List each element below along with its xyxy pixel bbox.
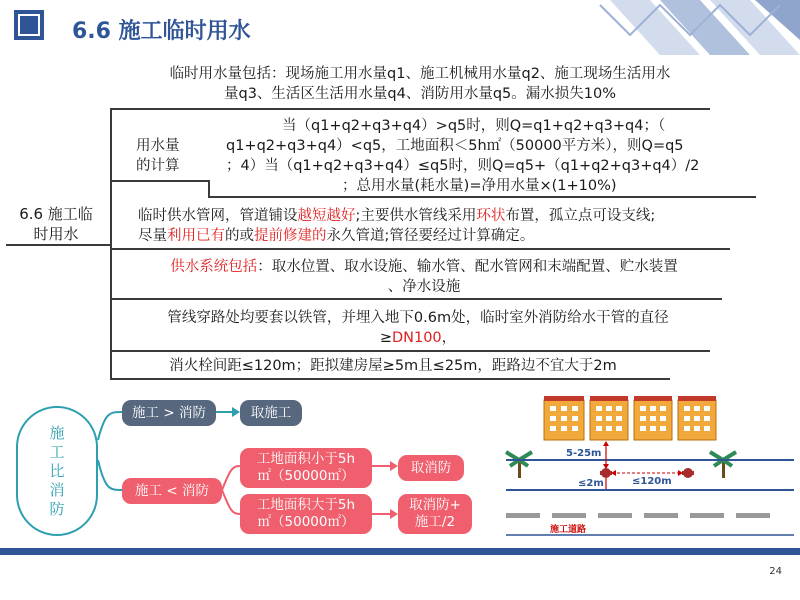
tree-icon-right: [710, 452, 736, 478]
flow-root-char-3: 比: [49, 461, 65, 480]
road-label: 施工道路: [550, 525, 587, 535]
item-pipe-crossing: [118, 308, 718, 348]
item2-line4: ；总用水量(耗水量)=净用水量×(1+10%): [342, 178, 617, 194]
item5-line1: 管线穿路处均要套以铁管，并埋入地下0.6m处，临时室外消防给水干管的直径: [167, 310, 669, 326]
item2-label: [136, 136, 180, 176]
item6-line1: 消火栓间距≤120m；距拟建房屋≥5m且≤25m，距路边不宜大于2m: [169, 358, 617, 374]
bracket-stem: [6, 244, 110, 246]
dimension-hydrant-spacing: ≤120m: [632, 476, 672, 487]
flow-condition-small-area: [240, 448, 372, 488]
result2-line2: 施工/2: [414, 514, 456, 530]
item3-text-d: 尽量: [138, 228, 167, 244]
item2-line1: 当（q1+q2+q3+q4）>q5时，则Q=q1+q2+q3+q4；（: [282, 118, 666, 134]
section-label-line1: 6.6 施工临: [19, 205, 93, 223]
cond2-line1: 工地面积大于5h: [256, 497, 356, 513]
dimension-road-distance: ≤2m: [578, 478, 604, 489]
flow-root-char-2: 工: [49, 442, 65, 461]
bracket-spine: [110, 108, 112, 380]
flow-root-char-4: 消: [49, 480, 65, 499]
item2-line3: ；4）当（q1+q2+q3+q4）≤q5时，则Q=q5+（q1+q2+q3+q4）/2: [226, 158, 700, 174]
item4-highlight: 供水系统包括: [170, 259, 258, 275]
flow-result-top: 取施工: [240, 400, 302, 426]
item3-line2: [138, 226, 655, 246]
cond1-line2: ㎡（50000㎡）: [257, 468, 355, 484]
divider-3: [110, 248, 730, 250]
item2-label-line1: 用水量: [136, 138, 180, 154]
building-icon-3: [634, 396, 672, 440]
flow-root-char-1: 施: [49, 423, 65, 442]
item3-highlight-existing: 利用已有: [167, 228, 225, 244]
flow-branch-bottom: 施工 < 消防: [122, 478, 222, 504]
item-pipe-network: [138, 206, 655, 246]
item-hydrant-spacing: [118, 356, 668, 376]
item2-label-line2: 的计算: [136, 158, 180, 174]
building-icon-4: [678, 396, 716, 440]
item3-highlight-shortest: 越短越好: [297, 208, 356, 224]
item1-line1: 临时用水量包括：现场施工用水量q1、施工机械用水量q2、施工现场生活用水: [169, 66, 671, 82]
flow-condition-large-area: [240, 494, 372, 534]
section-label-line2: 时用水: [33, 225, 79, 243]
road-markings: [506, 513, 770, 518]
item5-line2: [118, 328, 718, 348]
page-number: 24: [769, 566, 782, 577]
item3-text-b: ;主要供水管线采用: [355, 208, 477, 224]
flow-root-node: [16, 406, 98, 536]
item3-text-c: 布置，孤立点可设支线;: [505, 208, 656, 224]
flow-root-char-5: 防: [49, 499, 65, 518]
divider-6: [110, 378, 670, 380]
item5-text-a: ≥: [379, 330, 392, 346]
building-icon-2: [590, 396, 628, 440]
cond2-line2: ㎡（50000㎡）: [257, 514, 355, 530]
footer-bar: [0, 548, 800, 555]
item-water-calculation: [226, 116, 766, 196]
item2-line2: q1+q2+q3+q4）<q5，工地面积＜5h㎡（50000平方米），则Q=q5: [226, 138, 684, 154]
page-title: 6.6 施工临时用水: [72, 19, 251, 44]
dimension-building-distance: 5-25m: [566, 448, 602, 459]
flow-result-fire: 取消防: [398, 455, 464, 481]
item3-line1: [138, 206, 655, 226]
tree-icon-left: [506, 452, 532, 478]
item5-highlight-dn100: DN100: [391, 330, 442, 346]
divider-2c: [208, 196, 756, 198]
hydrant-icon-2: [682, 468, 694, 478]
item3-text-e: 的或: [225, 228, 254, 244]
item4-line1: [118, 257, 730, 277]
hydrant-icon-1: [600, 468, 612, 478]
item4-text: ：取水位置、取水设施、输水管、配水管网和末端配置、贮水装置: [257, 259, 678, 275]
item-supply-system: [118, 257, 730, 297]
flow-result-fire-plus-half: [398, 494, 472, 534]
item4-line2: 、净水设施: [387, 279, 461, 295]
item3-text-a: 临时供水管网，管道铺设: [138, 208, 298, 224]
divider-1: [110, 108, 710, 110]
item3-text-f: 永久管道;管径要经过计算确定。: [326, 228, 535, 244]
item5-text-b: ，: [441, 330, 457, 346]
result2-line1: 取消防+: [409, 497, 461, 513]
divider-2a: [110, 180, 210, 182]
logo-square-inner: [18, 14, 40, 36]
item3-highlight-ring: 环状: [476, 208, 506, 224]
site-layout-illustration: [500, 390, 800, 545]
cond1-line1: 工地面积小于5h: [256, 451, 356, 467]
item-water-components: [120, 64, 720, 104]
section-label: [6, 204, 106, 244]
building-icon-1: [544, 396, 584, 440]
flow-branch-top: 施工 > 消防: [122, 400, 216, 426]
divider-5: [110, 350, 710, 352]
divider-4: [110, 298, 722, 300]
item3-highlight-prebuilt: 提前修建的: [254, 228, 327, 244]
header-decoration: [590, 0, 800, 60]
item1-line2: 量q3、生活区生活用水量q4、消防用水量q5。漏水损失10%: [223, 86, 616, 102]
